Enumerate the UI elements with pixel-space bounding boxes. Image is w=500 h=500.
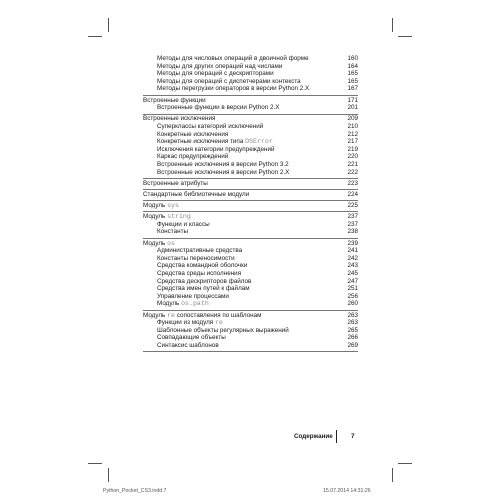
toc-entry-text: Функции из модуля (157, 319, 215, 327)
toc-entry-page: 263 (347, 319, 358, 327)
slug-timestamp: 15.07.2014 14:31:26 (323, 488, 371, 494)
toc-entry-text: Каркас предупреждений (157, 153, 229, 161)
table-of-contents (143, 55, 358, 350)
toc-entry-title (157, 123, 263, 131)
toc-entry-page: 201 (347, 104, 358, 112)
toc-subsection-entry (143, 293, 358, 301)
toc-entry-text: Методы перегрузки операторов в версии Python 2.X (157, 85, 310, 93)
crop-mark-top-left-v (108, 18, 109, 32)
toc-entry-page: 224 (347, 190, 358, 198)
toc-entry-page: 239 (347, 239, 358, 247)
toc-entry-text: Встроенные функции (143, 96, 206, 104)
toc-entry-text: Модуль (143, 239, 168, 247)
toc-entry-page: 160 (347, 55, 358, 62)
toc-entry-page: 165 (347, 70, 358, 78)
toc-entry-text: сопоставления по шаблонам (175, 311, 262, 319)
toc-entry-title (157, 153, 228, 161)
section-divider (143, 351, 358, 352)
toc-entry-title (157, 262, 247, 270)
toc-entry-page: 265 (347, 326, 358, 334)
section-divider (143, 95, 358, 96)
toc-section-entry (143, 97, 358, 105)
toc-entry-page: 221 (347, 160, 358, 168)
toc-entry-text: Встроенные атрибуты (143, 179, 208, 187)
toc-entry-title (157, 300, 209, 308)
running-footer-section: Содержание (294, 433, 333, 440)
toc-subsection-entry (143, 262, 358, 270)
toc-subsection-entry (143, 161, 358, 169)
toc-entry-text: Средства дескрипторов файлов (157, 277, 252, 285)
toc-entry-page: 243 (347, 262, 358, 270)
toc-subsection-entry (143, 270, 358, 278)
toc-subsection-entry (143, 78, 358, 86)
toc-entry-text: Средства среды исполнения (157, 270, 242, 277)
toc-entry-page: 269 (347, 341, 358, 349)
toc-entry-code: os (167, 239, 175, 247)
toc-entry-text: Встроенные функции в версии Python 2.X (157, 104, 280, 112)
toc-entry-page: 219 (347, 145, 358, 153)
toc-entry-page: 266 (347, 334, 358, 342)
toc-section-entry (143, 115, 358, 123)
toc-entry-page: 222 (347, 168, 358, 176)
toc-entry-page: 237 (347, 220, 358, 228)
toc-entry-text: Модуль (143, 202, 168, 210)
toc-entry-text: Встроенные исключения в версии Python 3.2 (157, 160, 289, 168)
toc-entry-title (157, 270, 241, 278)
crop-mark-bottom-left-h (88, 463, 102, 464)
toc-entry-title (157, 293, 229, 301)
section-divider (143, 200, 358, 201)
toc-subsection-entry (143, 221, 358, 229)
toc-entry-title (143, 191, 249, 199)
toc-subsection-entry (143, 285, 358, 293)
crop-mark-top-right-v (392, 18, 393, 32)
toc-entry-title (157, 228, 188, 236)
toc-entry-title (157, 285, 250, 293)
toc-entry-text: Исключения категории предупреждений (157, 145, 275, 153)
toc-subsection-entry (143, 319, 358, 327)
footer-divider-bar (336, 430, 337, 443)
toc-entry-code: sys (167, 202, 179, 210)
toc-entry-page: 217 (347, 138, 358, 146)
toc-entry-text: Модуль (157, 300, 182, 308)
toc-subsection-entry (143, 153, 358, 161)
toc-entry-code: re (214, 319, 223, 327)
toc-entry-page: 223 (347, 179, 358, 187)
toc-entry-text: Функции и классы (157, 220, 210, 228)
toc-entry-text: Административные средства (157, 247, 243, 255)
section-divider (143, 238, 358, 239)
toc-subsection-entry (143, 131, 358, 139)
toc-section-entry (143, 240, 358, 248)
toc-entry-code: string (167, 213, 191, 221)
toc-entry-title (157, 319, 223, 327)
section-divider (143, 189, 358, 190)
toc-entry-title (143, 240, 175, 248)
toc-entry-text: Константы переносимости (157, 254, 235, 262)
toc-entry-text: Шаблонные объекты регулярных выражений (157, 326, 289, 334)
toc-entry-title (157, 78, 301, 86)
toc-entry-code: re (167, 311, 175, 319)
section-divider (143, 178, 358, 179)
toc-entry-text: Методы для числовых операций в двоичной форме (157, 55, 309, 62)
toc-subsection-entry (143, 247, 358, 255)
toc-entry-page: 220 (347, 153, 358, 161)
toc-entry-text: Методы для операций с дескрипторами (157, 70, 274, 78)
crop-mark-bottom-left-v (108, 468, 109, 482)
toc-subsection-entry (143, 123, 358, 131)
toc-entry-text: Синтаксис шаблонов (157, 341, 219, 349)
toc-entry-text: Конкретные исключения (157, 130, 229, 138)
toc-entry-page: 171 (347, 96, 358, 104)
toc-section-entry (143, 213, 358, 221)
toc-entry-page: 242 (347, 254, 358, 262)
section-divider (143, 114, 358, 115)
toc-entry-title (143, 213, 191, 221)
toc-entry-text: Стандартные библиотечные модули (143, 190, 250, 198)
toc-entry-text: Встроенные исключения в версии Python 2.X (157, 168, 290, 176)
toc-subsection-entry (143, 169, 358, 177)
toc-entry-page: 237 (347, 213, 358, 221)
toc-entry-text: Константы (157, 228, 188, 236)
toc-subsection-entry (143, 85, 358, 93)
toc-subsection-entry (143, 228, 358, 236)
toc-subsection-entry (143, 55, 358, 63)
toc-entry-title (157, 70, 274, 78)
toc-entry-page: 167 (347, 85, 358, 93)
toc-entry-page: 260 (347, 300, 358, 308)
toc-entry-title (157, 169, 289, 177)
toc-entry-text: Средства имен путей к файлам (157, 285, 250, 293)
toc-subsection-entry (143, 342, 358, 350)
toc-entry-title (143, 312, 261, 320)
crop-mark-bottom-right-v (392, 468, 393, 482)
toc-entry-page: 225 (347, 202, 358, 210)
toc-entry-page: 245 (347, 270, 358, 277)
toc-section-entry (143, 191, 358, 199)
toc-entry-title (143, 202, 179, 210)
toc-entry-title (157, 334, 226, 342)
toc-entry-page: 241 (347, 247, 358, 255)
crop-mark-bottom-right-h (398, 463, 412, 464)
toc-entry-text: Методы для операций с диспетчерами контекста (157, 77, 301, 85)
toc-entry-page: 263 (347, 311, 358, 319)
toc-entry-title (157, 85, 309, 93)
toc-entry-page: 212 (347, 130, 358, 138)
section-divider (143, 310, 358, 311)
toc-entry-text: Встроенные исключения (143, 115, 216, 123)
toc-entry-title (157, 161, 289, 169)
toc-entry-page: 210 (347, 122, 358, 130)
toc-entry-code: os.path (181, 300, 209, 308)
crop-mark-top-right-h (398, 36, 412, 37)
slug-file-name: Python_Pocket_CS3.indd 7 (103, 488, 167, 494)
toc-entry-title (157, 247, 242, 255)
toc-entry-title (157, 55, 309, 63)
toc-section-entry (143, 312, 358, 320)
toc-entry-text: Модуль (143, 213, 168, 221)
toc-entry-page: 164 (347, 62, 358, 70)
toc-section-entry (143, 180, 358, 188)
toc-entry-page: 247 (347, 277, 358, 285)
toc-subsection-entry (143, 138, 358, 146)
toc-subsection-entry (143, 104, 358, 112)
section-divider (143, 211, 358, 212)
toc-entry-text: Модуль (143, 311, 168, 319)
toc-subsection-entry (143, 334, 358, 342)
toc-section-entry (143, 202, 358, 210)
toc-subsection-entry (143, 70, 358, 78)
toc-entry-text: Конкретные исключения типа (157, 138, 246, 146)
toc-entry-page: 256 (347, 292, 358, 300)
toc-entry-title (157, 138, 273, 146)
toc-entry-page: 165 (347, 77, 358, 85)
toc-entry-title (157, 221, 210, 229)
toc-entry-text: Управление процессами (157, 292, 229, 300)
toc-entry-title (143, 97, 206, 105)
toc-entry-text: Совпадающие объекты (157, 334, 226, 342)
toc-entry-title (157, 131, 228, 139)
toc-entry-title (143, 115, 215, 123)
toc-entry-title (157, 342, 219, 350)
toc-entry-code: OSError (245, 138, 273, 146)
toc-entry-page: 238 (347, 228, 358, 236)
toc-entry-text: Методы для других операций над числами (157, 62, 283, 70)
toc-entry-page: 251 (347, 285, 358, 293)
toc-entry-text: Средства командной оболочки (157, 262, 248, 270)
page-number: 7 (351, 433, 355, 440)
toc-entry-page: 209 (347, 115, 358, 123)
toc-entry-title (157, 104, 279, 112)
crop-mark-top-left-h (88, 36, 102, 37)
toc-subsection-entry (143, 300, 358, 308)
toc-entry-text: Суперклассы категорий исключений (157, 122, 264, 130)
toc-entry-title (143, 180, 208, 188)
